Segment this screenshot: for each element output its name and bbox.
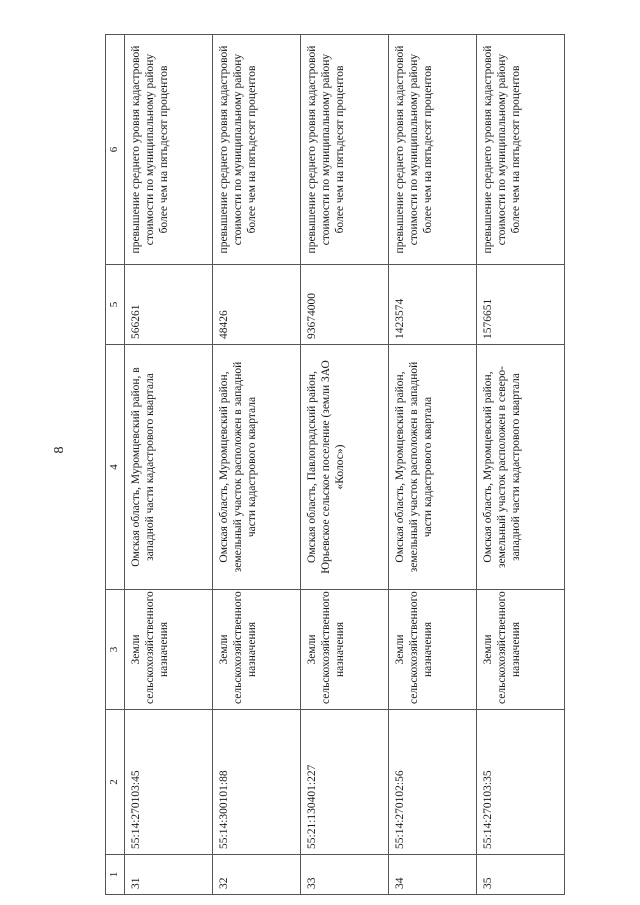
header-cell: 2 xyxy=(106,710,125,855)
land-category: Земли сельскохозяйственного назначения xyxy=(125,590,213,710)
table-row xyxy=(125,35,213,895)
cadastral-number: 55:14:270103:45 xyxy=(125,710,213,855)
table-container xyxy=(105,35,565,895)
land-plots-table xyxy=(105,34,565,895)
row-number: 34 xyxy=(389,855,477,895)
row-number: 35 xyxy=(477,855,565,895)
cadastral-number: 55:14:300101:88 xyxy=(213,710,301,855)
reason: превышение среднего уровня кадастровой стоимости по муниципальному району более чем на пятьдесят процентов xyxy=(301,35,389,265)
cadastral-value: 1576651 xyxy=(477,265,565,345)
land-category: Земли сельскохозяйственного назначения xyxy=(301,590,389,710)
header-cell: 4 xyxy=(106,345,125,590)
land-category: Земли сельскохозяйственного назначения xyxy=(477,590,565,710)
cadastral-number: 55:14:270102:56 xyxy=(389,710,477,855)
cadastral-value: 48426 xyxy=(213,265,301,345)
row-number: 31 xyxy=(125,855,213,895)
cadastral-number: 55:21:130401:227 xyxy=(301,710,389,855)
cadastral-number: 55:14:270103:35 xyxy=(477,710,565,855)
reason: превышение среднего уровня кадастровой стоимости по муниципальному району более чем на пятьдесят процентов xyxy=(125,35,213,265)
reason: превышение среднего уровня кадастровой стоимости по муниципальному району более чем на пятьдесят процентов xyxy=(213,35,301,265)
header-cell: 3 xyxy=(106,590,125,710)
location: Омская область, Муромцевский район, в западной части кадастрового квартала xyxy=(125,345,213,590)
header-cell: 6 xyxy=(106,35,125,265)
page-number: 8 xyxy=(52,446,67,454)
row-number: 33 xyxy=(301,855,389,895)
reason: превышение среднего уровня кадастровой стоимости по муниципальному району более чем на пятьдесят процентов xyxy=(477,35,565,265)
cadastral-value: 566261 xyxy=(125,265,213,345)
cadastral-value: 93674000 xyxy=(301,265,389,345)
land-category: Земли сельскохозяйственного назначения xyxy=(389,590,477,710)
table-row xyxy=(301,35,389,895)
land-category: Земли сельскохозяйственного назначения xyxy=(213,590,301,710)
location: Омская область, Муромцевский район, земельный участок расположен в северо-западной части кадастрового квартала xyxy=(477,345,565,590)
table-row xyxy=(213,35,301,895)
location: Омская область, Муромцевский район, земельный участок расположен в западной части кадастрового квартала xyxy=(389,345,477,590)
header-cell: 1 xyxy=(106,855,125,895)
cadastral-value: 1423574 xyxy=(389,265,477,345)
table-row xyxy=(477,35,565,895)
header-cell: 5 xyxy=(106,265,125,345)
row-number: 32 xyxy=(213,855,301,895)
location: Омская область, Муромцевский район, земельный участок расположен в западной части кадастрового квартала xyxy=(213,345,301,590)
rotated-table xyxy=(105,35,565,895)
table-header-row xyxy=(106,35,125,895)
table-row xyxy=(389,35,477,895)
location: Омская область, Павлоградский район, Юрьевское сельское поселение (земли ЗАО «Колос») xyxy=(301,345,389,590)
reason: превышение среднего уровня кадастровой стоимости по муниципальному району более чем на пятьдесят процентов xyxy=(389,35,477,265)
